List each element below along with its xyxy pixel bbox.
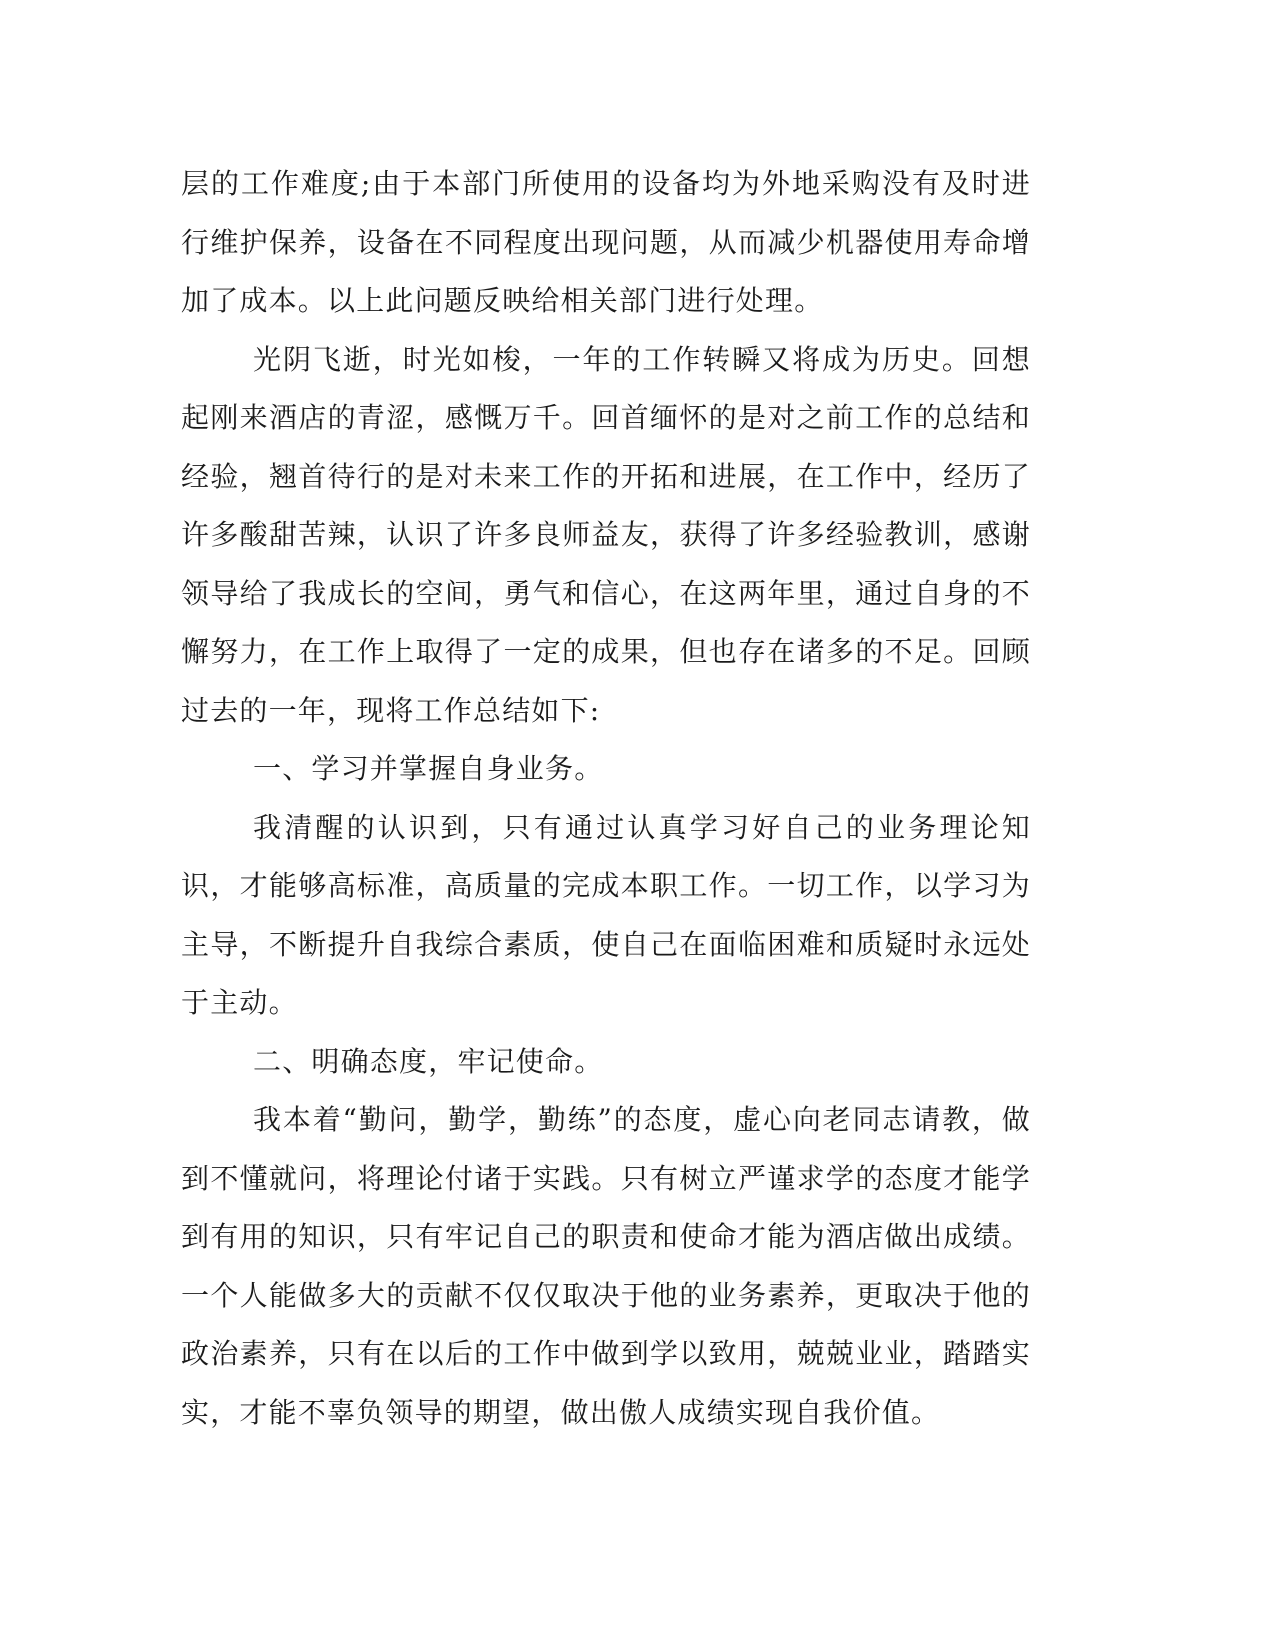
section-heading-2: 二、明确态度，牢记使命。: [253, 1044, 604, 1078]
paragraph-section-2: 我本着“勤问，勤学，勤练”的态度，虚心向老同志请教，做到不懂就问，将理论付诸于实践。只有树立严谨求学的态度才能学到有用的知识，只有牢记自己的职责和使命才能为酒店做出成绩。一个人能做多大的贡献不仅仅取决于他的业务素养，更取决于他的政治素养，只有在以后的工作中做到学以致用，兢兢业业，踏踏实实，才能不辜负领导的期望，做出傲人成绩实现自我价值。: [181, 1103, 1031, 1429]
body-text: [181, 155, 1031, 1442]
paragraph-intro: 光阴飞逝，时光如梭，一年的工作转瞬又将成为历史。回想起刚来酒店的青涩，感慨万千。回首缅怀的是对之前工作的总结和经验，翘首待行的是对未来工作的开拓和进展，在工作中，经历了许多酸甜苦辣，认识了许多良师益友，获得了许多经验教训，感谢领导给了我成长的空间，勇气和信心，在这两年里，通过自身的不懈努力，在工作上取得了一定的成果，但也存在诸多的不足。回顾过去的一年，现将工作总结如下:: [181, 342, 1031, 727]
paragraph-section-1: 我清醒的认识到，只有通过认真学习好自己的业务理论知识，才能够高标准，高质量的完成本职工作。一切工作，以学习为主导，不断提升自我综合素质，使自己在面临困难和质疑时永远处于主动。: [181, 810, 1031, 1019]
paragraph-continued: 层的工作难度;由于本部门所使用的设备均为外地采购没有及时进行维护保养，设备在不同程度出现问题，从而减少机器使用寿命增加了成本。以上此问题反映给相关部门进行处理。: [181, 167, 1031, 317]
section-heading-1: 一、学习并掌握自身业务。: [253, 752, 604, 785]
